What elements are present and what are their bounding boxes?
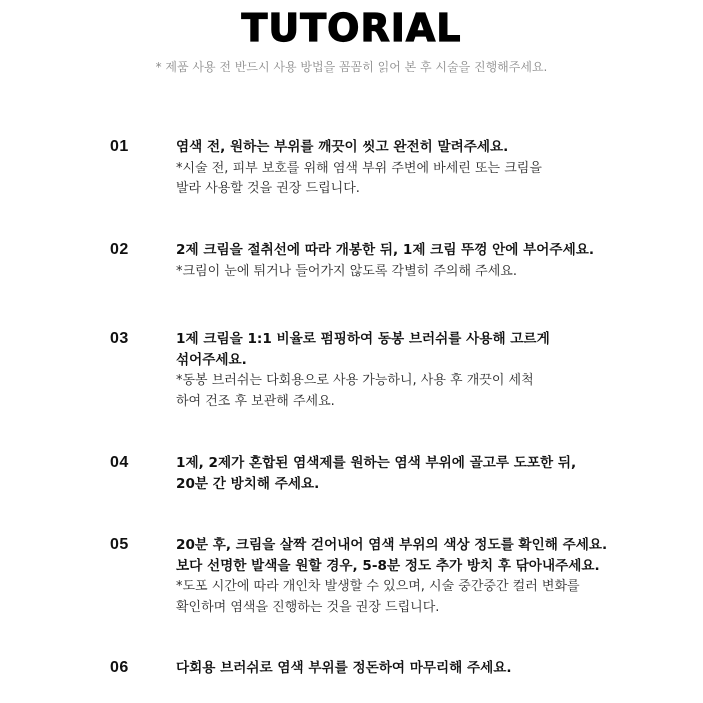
step-body [176, 658, 656, 679]
step-instruction: 1제, 2제가 혼합된 염색제를 원하는 염색 부위에 골고루 도포한 뒤, 20분 간 방치해 주세요. [176, 455, 577, 492]
step-body [176, 535, 656, 618]
step-body [176, 329, 656, 412]
step-instruction: 염색 전, 원하는 부위를 깨끗이 씻고 완전히 말려주세요. [176, 139, 509, 155]
step-instruction: 2제 크림을 절취선에 따라 개봉한 뒤, 1제 크림 뚜껑 안에 부어주세요. [176, 242, 594, 258]
usage-notice: * 제품 사용 전 반드시 사용 방법을 꼼꼼히 읽어 본 후 시술을 진행해주세요. [155, 60, 548, 74]
step-instruction: 1제 크림을 1:1 비율로 펌핑하여 동봉 브러쉬를 사용해 고르게 섞어주세요. [176, 331, 550, 368]
step-body [176, 453, 656, 494]
step-instruction: 20분 후, 크림을 살짝 걷어내어 염색 부위의 색상 정도를 확인해 주세요. 보다 선명한 발색을 원할 경우, 5-8분 정도 추가 방치 후 닦아내주세요. [176, 537, 608, 574]
step-number: 05 [110, 536, 129, 553]
step-instruction: 다회용 브러쉬로 염색 부위를 정돈하여 마무리해 주세요. [176, 660, 512, 676]
step-note: *크림이 눈에 튀거나 들어가지 않도록 각별히 주의해 주세요. [176, 263, 517, 279]
step-note: *도포 시간에 따라 개인차 발생할 수 있으며, 시술 중간중간 컬러 변화를 확인하며 염색을 진행하는 것을 권장 드립니다. [176, 579, 580, 615]
page-title: TUTORIAL [241, 6, 462, 50]
step-number: 01 [110, 138, 129, 155]
step-note: *동봉 브러쉬는 다회용으로 사용 가능하니, 사용 후 개끗이 세척 하여 건조 후 보관해 주세요. [176, 373, 534, 409]
step-number: 06 [110, 659, 129, 676]
step-body [176, 137, 656, 200]
step-body [176, 240, 656, 282]
step-number: 04 [110, 454, 129, 471]
step-note: *시술 전, 피부 보호를 위해 염색 부위 주변에 바세린 또는 크림을 발라 사용할 것을 권장 드립니다. [176, 160, 542, 196]
step-number: 03 [110, 330, 129, 347]
step-number: 02 [110, 241, 129, 258]
